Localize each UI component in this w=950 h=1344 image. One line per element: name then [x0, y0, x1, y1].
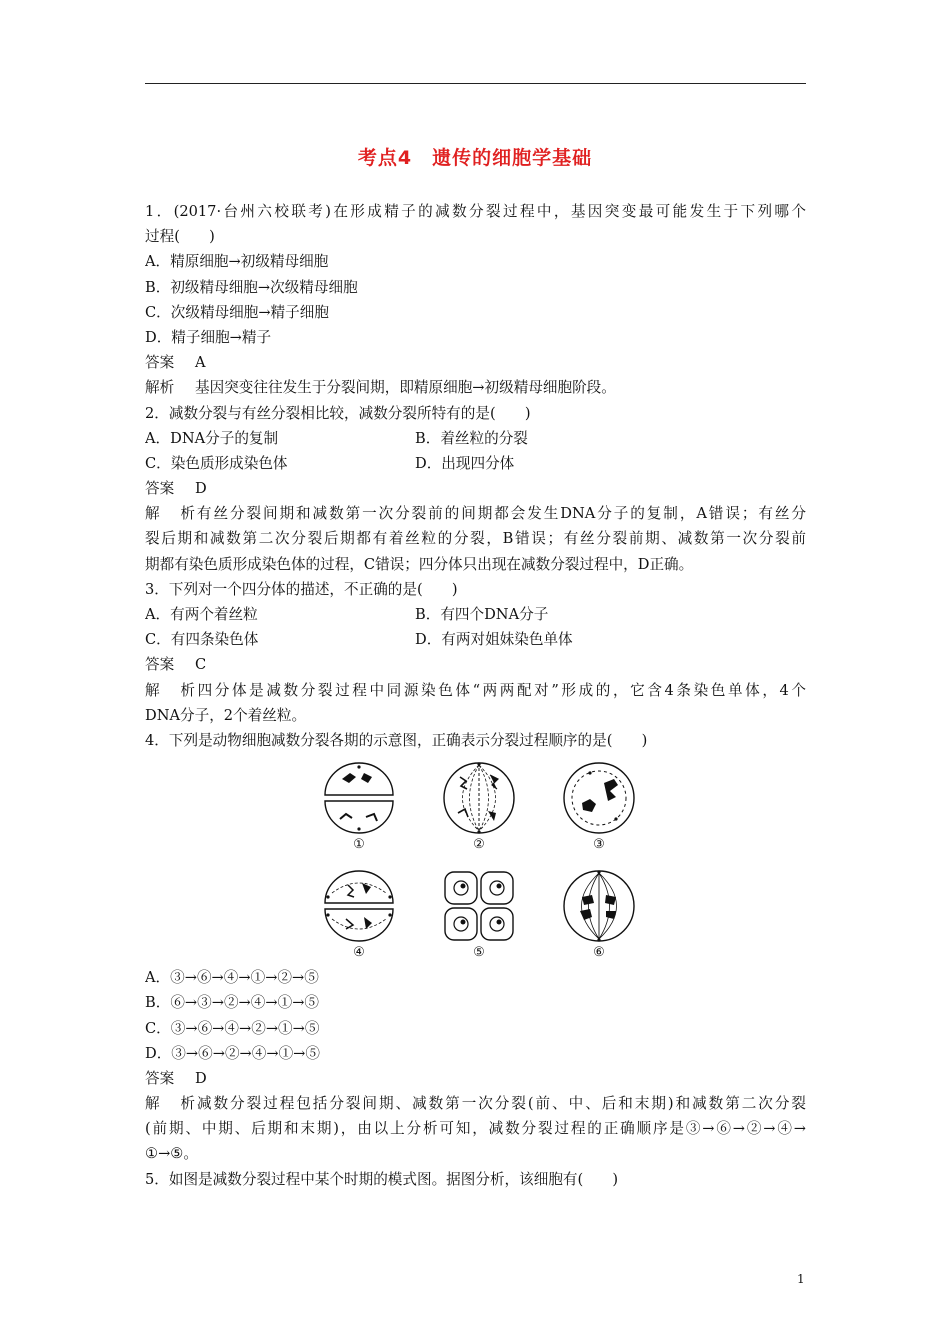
q4-answer [145, 1066, 806, 1091]
answer-value: D [195, 480, 207, 498]
analysis-label: 解析 [145, 379, 175, 397]
q2-option-b: B．着丝粒的分裂 [415, 429, 528, 447]
q3-stem: 3．下列对一个四分体的描述，不正确的是( ) [145, 580, 458, 598]
cell-6-drawing [560, 867, 638, 945]
answer-label: 答案 [145, 480, 175, 498]
cell-diagram-1 [320, 759, 398, 853]
cell-diagram-5 [440, 867, 518, 961]
answer-value: A [195, 354, 206, 372]
q3-answer [145, 652, 806, 677]
q2-stem: 2．减数分裂与有丝分裂相比较，减数分裂所特有的是( ) [145, 404, 531, 422]
analysis-label: 解析 [145, 681, 195, 699]
q3-options-row-2 [145, 627, 806, 652]
figure-label-5: ⑤ [473, 945, 485, 961]
q2-options-row-2 [145, 451, 806, 476]
q4-option-a: A．③→⑥→④→①→②→⑤ [145, 969, 319, 987]
page-number: 1 [797, 1272, 805, 1286]
cell-diagram-2 [440, 759, 518, 853]
answer-value: C [195, 656, 207, 674]
analysis-label: 解析 [145, 1095, 195, 1113]
q4-analysis-line-1 [145, 1091, 806, 1116]
q2-analysis-line-3: 期都有染色质形成染色体的过程，C错误；四分体只出现在减数分裂过程中，D正确。 [145, 555, 694, 573]
cell-5-drawing [440, 867, 518, 945]
q1-option-d: D．精子细胞→精子 [145, 328, 272, 346]
q3-option-c: C．有四条染色体 [145, 631, 259, 649]
q4-option-b: B．⑥→③→②→④→①→⑤ [145, 994, 320, 1012]
q2-analysis-line-1 [145, 501, 806, 526]
q4-option-c: C．③→⑥→④→②→①→⑤ [145, 1019, 320, 1037]
analysis-text: 基因突变往往发生于分裂间期，即精原细胞→初级精母细胞阶段。 [195, 379, 616, 397]
q2-analysis-line-2: 裂后期和减数第二次分裂后期都有着丝粒的分裂，B错误；有丝分裂前期、减数第一次分裂前 [145, 530, 806, 548]
q1-answer [145, 350, 806, 375]
cell-2-drawing [440, 759, 518, 837]
q1-analysis [145, 375, 806, 400]
meiosis-stage-figure [145, 753, 806, 965]
q3-option-a: A．有两个着丝粒 [145, 606, 258, 623]
q2-option-d: D．出现四分体 [415, 454, 515, 472]
q3-analysis-line-1 [145, 678, 806, 703]
q3-option-d: D．有两对姐妹染色单体 [415, 631, 573, 649]
cell-diagram-6 [560, 867, 638, 961]
q3-options-row-1 [145, 602, 806, 627]
q4-analysis-line-2: (前期、中期、后期和末期)，由以上分析可知，减数分裂过程的正确顺序是③→⑥→②→④→ [145, 1120, 806, 1138]
figure-label-6: ⑥ [593, 945, 605, 961]
q4-stem: 4．下列是动物细胞减数分裂各期的示意图，正确表示分裂过程顺序的是( ) [145, 731, 648, 749]
q3-analysis-line-2: DNA分子，2个着丝粒。 [145, 706, 307, 724]
analysis-text: 有丝分裂间期和减数第一次分裂前的间期都会发生DNA分子的复制，A错误；有丝分 [195, 505, 806, 523]
answer-value: D [195, 1069, 207, 1087]
figure-label-1: ① [353, 837, 365, 853]
q2-option-c: C．染色质形成染色体 [145, 454, 288, 472]
analysis-text: 减数分裂过程包括分裂间期、减数第一次分裂(前、中、后和末期)和减数第二次分裂 [195, 1095, 806, 1113]
cell-1-drawing [320, 759, 398, 837]
q2-options-row-1 [145, 426, 806, 451]
q1-stem-line-1: 1．(2017·台州六校联考)在形成精子的减数分裂过程中，基因突变最可能发生于下列哪个 [145, 203, 806, 220]
cell-4-drawing [320, 867, 398, 945]
cell-diagram-4 [320, 867, 398, 961]
q1-option-a: A．精原细胞→初级精母细胞 [145, 253, 329, 271]
q2-answer [145, 476, 806, 501]
header-rule [145, 83, 806, 84]
q3-option-b: B．有四个DNA分子 [415, 606, 549, 623]
answer-label: 答案 [145, 656, 175, 674]
figure-label-4: ④ [353, 945, 365, 961]
answer-label: 答案 [145, 1069, 175, 1087]
analysis-text: 四分体是减数分裂过程中同源染色体“两两配对”形成的，它含4条染色单体，4个 [195, 681, 806, 699]
cell-3-drawing [560, 759, 638, 837]
q1-stem-line-2: 过程( ) [145, 228, 215, 246]
q4-analysis-line-3: ①→⑤。 [145, 1145, 198, 1163]
q5-stem: 5．如图是减数分裂过程中某个时期的模式图。据图分析，该细胞有( ) [145, 1170, 619, 1188]
answer-label: 答案 [145, 354, 175, 372]
q4-option-d: D．③→⑥→②→④→①→⑤ [145, 1044, 320, 1062]
q1-option-b: B．初级精母细胞→次级精母细胞 [145, 278, 358, 296]
question-content [145, 199, 806, 1192]
analysis-label: 解析 [145, 505, 195, 523]
q1-option-c: C．次级精母细胞→精子细胞 [145, 303, 329, 321]
page-title: 考点4 遗传的细胞学基础 [357, 147, 593, 169]
figure-label-2: ② [473, 837, 485, 853]
q2-option-a: A．DNA分子的复制 [145, 429, 279, 447]
figure-label-3: ③ [593, 837, 605, 853]
cell-diagram-3 [560, 759, 638, 853]
